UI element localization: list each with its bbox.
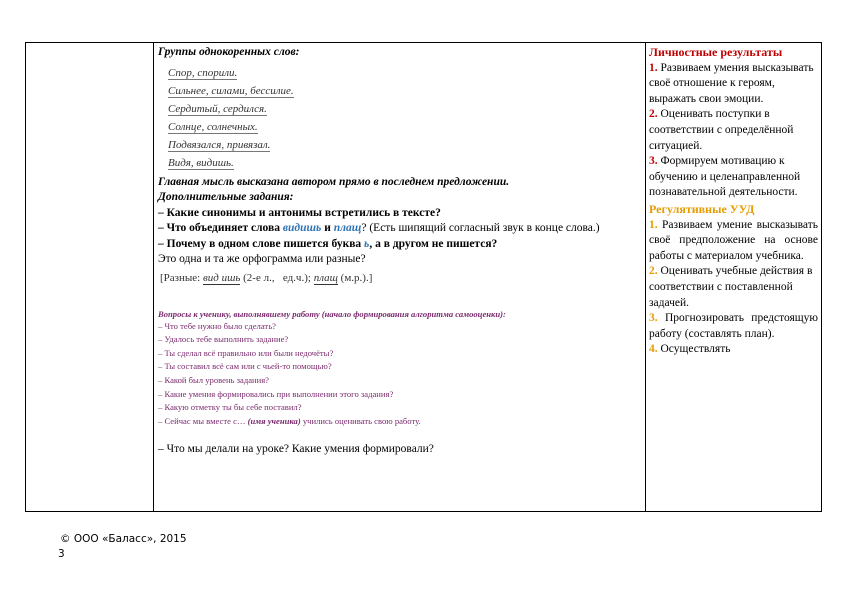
copyright-footer: © ООО «Баласс», 2015 [60, 533, 187, 545]
cognates-heading: Группы однокоренных слов: [158, 46, 300, 58]
results-cell [649, 45, 818, 509]
list-item: – Ты сделал всё правильно или были недочёты? [158, 347, 334, 358]
list-item: – Какой был уровень задания? [158, 375, 269, 385]
content-table [25, 42, 822, 512]
word-group: Подвязался, привязал. [168, 139, 271, 152]
task-common: – Что объединяет слова видишь и плащ? (Есть шипящий согласный звук в конце слова.) [158, 222, 600, 235]
personal-result-item: 3. Формируем мотивацию к обучению и целенаправленной познавательной деятельности. [649, 155, 801, 199]
list-item: – Какую отметку ты бы себе поставил? [158, 402, 302, 413]
list-item: – Ты составил всё сам или с чьей-то помощью? [158, 361, 332, 372]
word-group: Сердитый, сердился. [168, 102, 267, 115]
final-question: – Что мы делали на уроке? Какие умения формировали? [158, 443, 434, 456]
table-divider-2 [645, 43, 646, 511]
list-item: – Сейчас мы вместе с… (имя ученика) учились оценивать свою работу. [158, 415, 421, 426]
regulatory-item: 3. Прогнозировать предстоящую работу (составлять план). [649, 312, 818, 340]
answer-example: [Разные: вид ишь (2-е л., ед.ч.); плащ (м.р.).] [160, 271, 373, 284]
task-synonyms: – Какие синонимы и антонимы встретились в тексте? [158, 206, 441, 219]
regulatory-item: 4. Осуществлять [649, 343, 731, 356]
regulatory-item: 2. Оценивать учебные действия в соответствии с поставленной задачей. [649, 265, 813, 309]
personal-result-item: 1. Развиваем умения высказывать своё отношение к героям, выражать свои эмоции. [649, 61, 814, 105]
page-number: 3 [58, 548, 65, 560]
personal-results-heading: Личностные результаты [649, 45, 783, 59]
personal-result-item: 2. Оценивать поступки в соответствии с определённой ситуацией. [649, 108, 794, 152]
lesson-content-cell [158, 45, 644, 509]
regulatory-heading: Регулятивные УУД [649, 201, 755, 216]
cognates-list [158, 66, 644, 172]
task-soft-sign: – Почему в одном слове пишется буква ь, а в другом не пишется? [158, 237, 498, 250]
regulatory-item: 1. Развиваем умение высказывать своё предположение на основе работы с материалом учебника. [649, 218, 818, 262]
list-item: – Какие умения формировались при выполнении этого задания? [158, 388, 394, 399]
word-group: Спор, спорили. [168, 66, 238, 79]
main-thought: Главная мысль высказана автором прямо в последнем предложении. [158, 175, 510, 188]
word-group: Видя, видишь. [168, 157, 234, 170]
word-group: Солнце, солнечных. [168, 121, 258, 134]
table-divider-1 [153, 43, 154, 511]
list-item: – Что тебе нужно было сделать? [158, 320, 276, 331]
task-orthogram: Это одна и та же орфограмма или разные? [158, 253, 366, 266]
table-border-left [25, 43, 26, 511]
list-item: – Удалось тебе выполнить задание? [158, 334, 289, 345]
self-assessment-questions [158, 320, 644, 429]
table-border-right [821, 43, 822, 511]
word-group: Сильнее, силами, бессилие. [168, 84, 294, 97]
additional-tasks-heading: Дополнительные задания: [158, 191, 294, 204]
self-assessment-title: Вопросы к ученику, выполнявшему работу (начало формирования алгоритма самооценки): [158, 308, 506, 319]
